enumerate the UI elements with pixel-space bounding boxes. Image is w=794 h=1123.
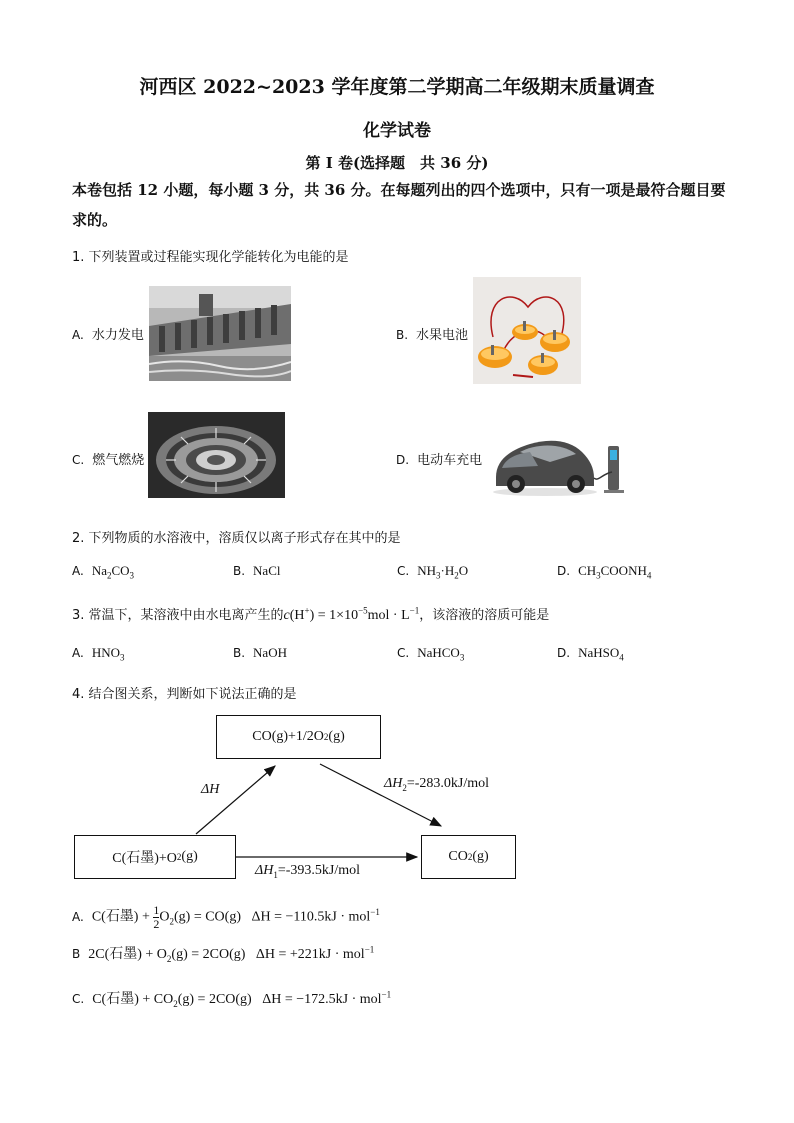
option-label: B [72,947,81,961]
option-text: 水力发电 [91,328,144,343]
option-label: A. [72,909,84,924]
q3-option-a: A. $HNO_3$ [72,645,125,663]
exam-title: 河西区 2022~2023 学年度第二学期高二年级期末质量调查 [139,76,655,98]
diagram-box-right: CO 2 (g) [421,835,516,879]
q2-option-d: D. $CH_3COONH_4$ [557,563,652,581]
option-label: A. [72,646,84,660]
q4-option-b: B 2C(石墨) + $O_2(g) = 2CO(g) \Delta H = +221kJ \cdot mol^{-1}$ [72,944,375,964]
q4-option-a: A. C(石墨) + $\frac{1}{2}$ $O_2(g) = CO(g) \Delta H = -110.5kJ \cdot mol^{-1}$ [72,903,380,931]
q4-option-c: C. C(石墨) + $CO_2(g) = 2CO(g) \Delta H = -172.5kJ \cdot mol^{-1}$ [72,989,392,1009]
option-label: A. [72,328,84,342]
question-3-stem: 3. 常温下，某溶液中由水电离产生的$c(H^+) = 1\times 10^{-5}mol \cdot L^{-1}$，该溶液的溶质可能是 [72,605,550,623]
subject-title: 化学试卷 [363,121,431,141]
delta-h2-value: =-283.0kJ/mol [406,776,490,791]
option-label: C. [72,992,85,1006]
q2-option-b: B. NaCl [233,563,281,578]
q2-option-a: A. $Na_2CO_3$ [72,563,135,581]
delta-h1-label: $\Delta H_1=-393.5kJ$/mol [255,863,361,880]
option-label: C. [397,564,410,578]
diagram-box-left: C(石墨)+O 2 (g) [74,835,236,879]
part-title: 第 I 卷(选择题 共 36 分) [305,154,489,172]
option-text: 电动车充电 [417,453,483,468]
option-label: D. [557,646,571,660]
option-text: 水果电池 [416,328,469,343]
option-label: B. [396,328,409,342]
question-4-stem: 4. 结合图关系，判断如下说法正确的是 [72,687,297,702]
delta-h2-label: $\Delta H_2=-283.0kJ$/mol [384,776,490,793]
q3-option-b: B. NaOH [233,645,287,660]
option-label: C. [397,646,410,660]
delta-h1-value: =-393.5kJ/mol [277,863,361,878]
box-top-text: CO(g)+1/2O [252,729,324,744]
delta-h-label: ΔH [201,782,220,797]
option-label: B. [233,646,246,660]
question-2-stem: 2. 下列物质的水溶液中，溶质仅以离子形式存在其中的是 [72,531,401,546]
q3-option-c: C. NaHCO$_3$ [397,645,465,663]
option-text: 燃气燃烧 [92,453,145,468]
box-left-text: C(石墨)+O [112,851,177,866]
option-label: D. [557,564,571,578]
option-label: C. [72,453,85,467]
box-right-text: CO [448,849,468,864]
stem-part-2: ，该溶液的溶质可能是 [419,608,550,623]
question-1-stem: 1. 下列装置或过程能实现化学能转化为电能的是 [72,250,349,265]
diagram-box-top: CO(g)+1/2O 2 (g) [216,715,381,759]
q2-option-c: C. $NH_3\cdot H_2O$ [397,563,469,581]
option-label: B. [233,564,246,578]
q3-option-d: D. NaHSO$_4$ [557,645,624,663]
stem-part-1: 3. 常温下，某溶液中由水电离产生的 [72,608,284,623]
option-label: A. [72,564,84,578]
delta-h2-symbol: ΔH [384,776,403,791]
section-intro: 本卷包括 12 小题，每小题 3 分，共 36 分。在每题列出的四个选项中，只有一项是最符合题目要求的。 [72,181,726,229]
option-label: D. [396,453,410,467]
